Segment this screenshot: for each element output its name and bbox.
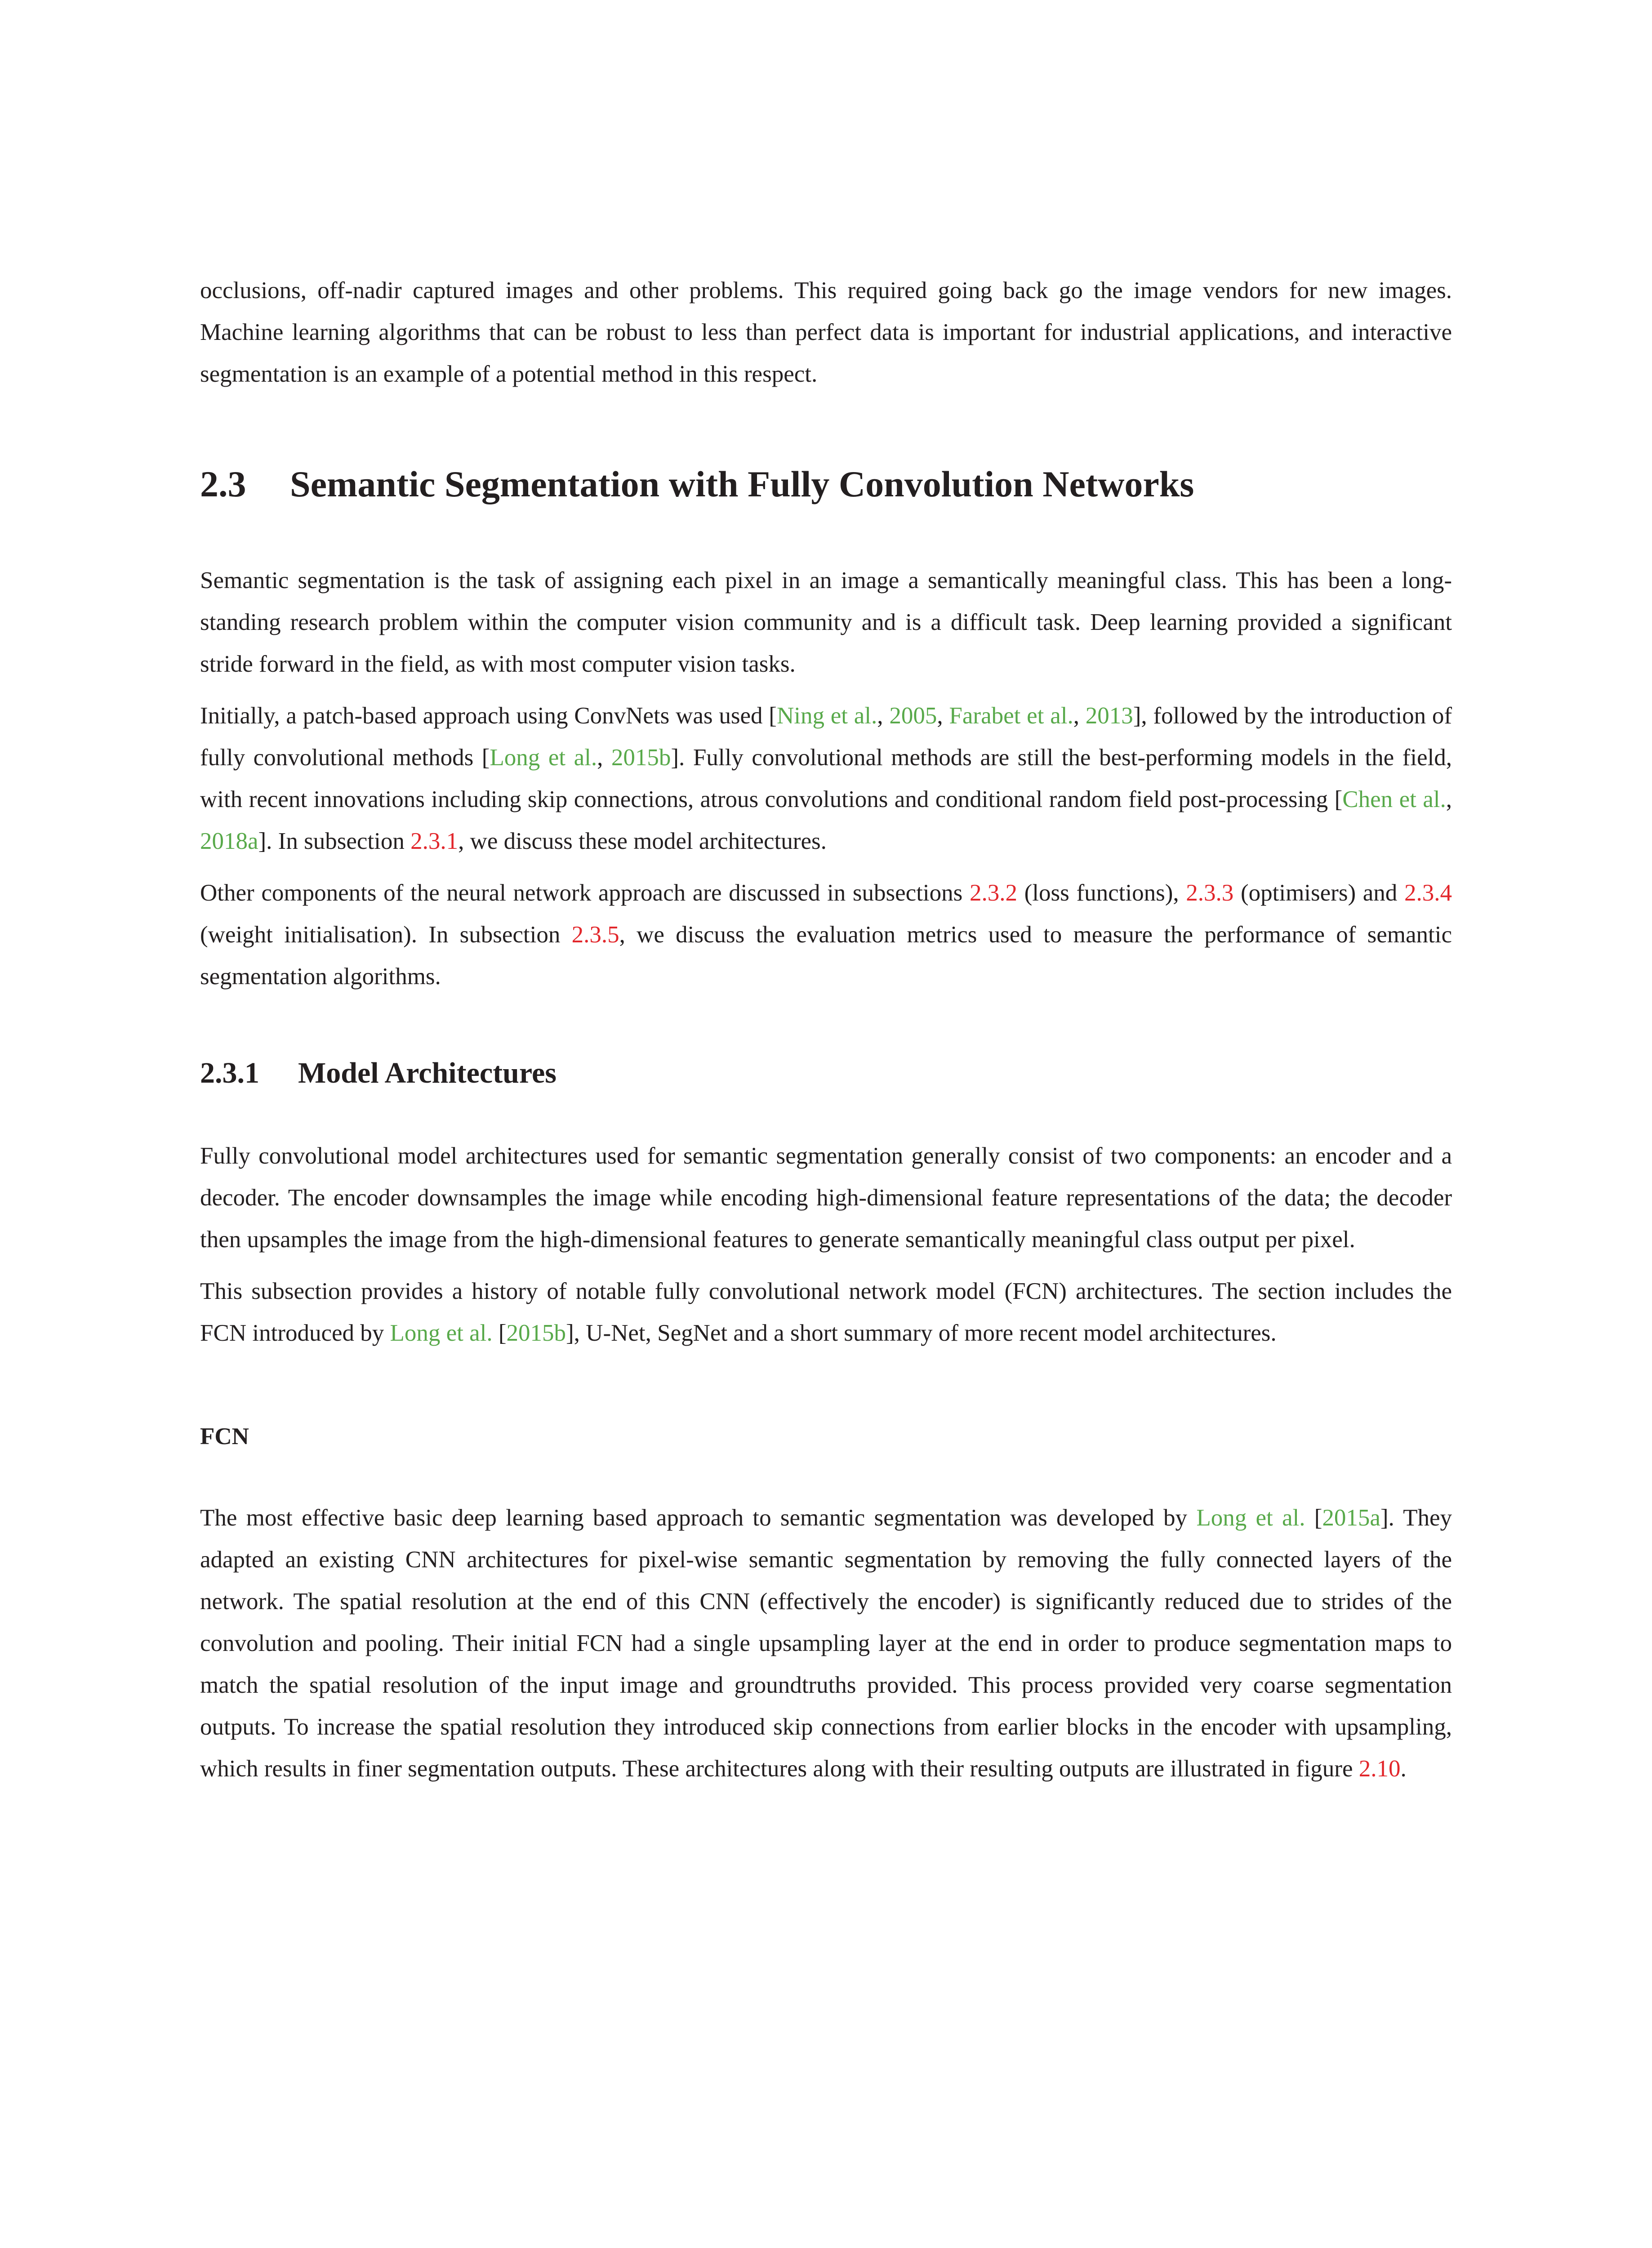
text-run: (optimisers) and	[1233, 880, 1404, 906]
section-paragraph-3	[200, 872, 1452, 998]
text-run: ,	[877, 703, 890, 729]
text-run: [	[492, 1320, 507, 1346]
citation-link[interactable]: 2015b	[506, 1320, 566, 1346]
citation-link[interactable]: 2013	[1085, 703, 1133, 729]
text-run: (loss functions),	[1017, 880, 1186, 906]
section-number: 2.3	[200, 464, 246, 504]
section-heading	[200, 462, 1452, 507]
text-run: ,	[1446, 786, 1452, 812]
citation-link[interactable]: Farabet et al.	[949, 703, 1073, 729]
subsection-reference-link[interactable]: 2.3.1	[410, 828, 459, 854]
text-run: Initially, a patch-based approach using ConvNets was used [	[200, 703, 777, 729]
text-run: ]. Fully convolutional methods are still the best-performing models in the field, with recent innovations including skip connections, atrous convolutions and conditional random field post-processing [	[200, 745, 1452, 812]
text-run: ,	[1073, 703, 1086, 729]
citation-link[interactable]: Long et al.	[390, 1320, 493, 1346]
citation-link[interactable]: Chen et al.	[1342, 786, 1446, 812]
text-run: Other components of the neural network approach are discussed in subsections	[200, 880, 970, 906]
page-body	[200, 270, 1452, 1790]
text-run: , we discuss these model architectures.	[458, 828, 827, 854]
subsection-number: 2.3.1	[200, 1057, 259, 1089]
subsection-reference-link[interactable]: 2.3.2	[969, 880, 1017, 906]
subsection-paragraph-1: Fully convolutional model architectures used for semantic segmentation generally consist of two components: an encoder and a decoder. The encoder downsamples the image while encoding high-dimensional feature representations of the data; the decoder then upsamples the image from the high-dimensional features to generate semantically meaningful class output per pixel.	[200, 1143, 1452, 1253]
text-run: (weight initialisation). In subsection	[200, 922, 572, 948]
citation-link[interactable]: 2005	[889, 703, 937, 729]
text-run: .	[1400, 1756, 1407, 1782]
fcn-heading: FCN	[200, 1423, 249, 1450]
text-run: The most effective basic deep learning based approach to semantic segmentation was developed by	[200, 1505, 1197, 1531]
text-run: ], followed by the introduction of fully convolutional methods [	[200, 703, 1452, 771]
citation-link[interactable]: Long et al.	[1196, 1505, 1305, 1531]
subsection-paragraph-2	[200, 1271, 1452, 1354]
subsection-reference-link[interactable]: 2.3.3	[1186, 880, 1234, 906]
text-run: This subsection provides a history of notable fully convolutional network model (FCN) architectures. The section includes the FCN introduced by	[200, 1278, 1452, 1346]
subsection-heading	[200, 1055, 1452, 1091]
text-run: , we discuss the evaluation metrics used to measure the performance of semantic segmentation algorithms.	[200, 922, 1452, 990]
subsection-title: Model Architectures	[298, 1057, 557, 1089]
citation-link[interactable]: Long et al.	[490, 745, 597, 771]
text-run: ]. They adapted an existing CNN architectures for pixel-wise semantic segmentation by removing the fully connected layers of the network. The spatial resolution at the end of this CNN (effectively the encoder) is significantly reduced due to strides of the convolution and pooling. Their initial FCN had a single upsampling layer at the end in order to produce segmentation maps to match the spatial resolution of the input image and groundtruths provided. This process provided very coarse segmentation outputs. To increase the spatial resolution they introduced skip connections from earlier blocks in the encoder with upsampling, which results in finer segmentation outputs. These architectures along with their resulting outputs are illustrated in figure	[200, 1505, 1452, 1782]
citation-link[interactable]: 2015b	[611, 745, 671, 771]
citation-link[interactable]: 2018a	[200, 828, 258, 854]
subsection-reference-link[interactable]: 2.3.4	[1404, 880, 1452, 906]
citation-link[interactable]: 2015a	[1322, 1505, 1380, 1531]
fcn-paragraph	[200, 1497, 1452, 1790]
section-paragraph-1: Semantic segmentation is the task of assigning each pixel in an image a semantically meaningful class. This has been a long-standing research problem within the computer vision community and is a difficult task. Deep learning provided a significant stride forward in the field, as with most computer vision tasks.	[200, 567, 1452, 677]
text-run: ,	[937, 703, 949, 729]
section-paragraph-2	[200, 695, 1452, 862]
text-run: ], U-Net, SegNet and a short summary of more recent model architectures.	[566, 1320, 1277, 1346]
subsection-reference-link[interactable]: 2.3.5	[571, 922, 619, 948]
figure-reference-link[interactable]: 2.10	[1358, 1756, 1401, 1782]
text-run: [	[1305, 1505, 1322, 1531]
intro-paragraph: occlusions, off-nadir captured images and other problems. This required going back go the image vendors for new images. Machine learning algorithms that can be robust to less than perfect data is important for industrial applications, and interactive segmentation is an example of a potential method in this respect.	[200, 277, 1452, 387]
citation-link[interactable]: Ning et al.	[776, 703, 877, 729]
section-title: Semantic Segmentation with Fully Convolution Networks	[290, 464, 1194, 504]
text-run: ]. In subsection	[258, 828, 411, 854]
text-run: ,	[597, 745, 611, 771]
